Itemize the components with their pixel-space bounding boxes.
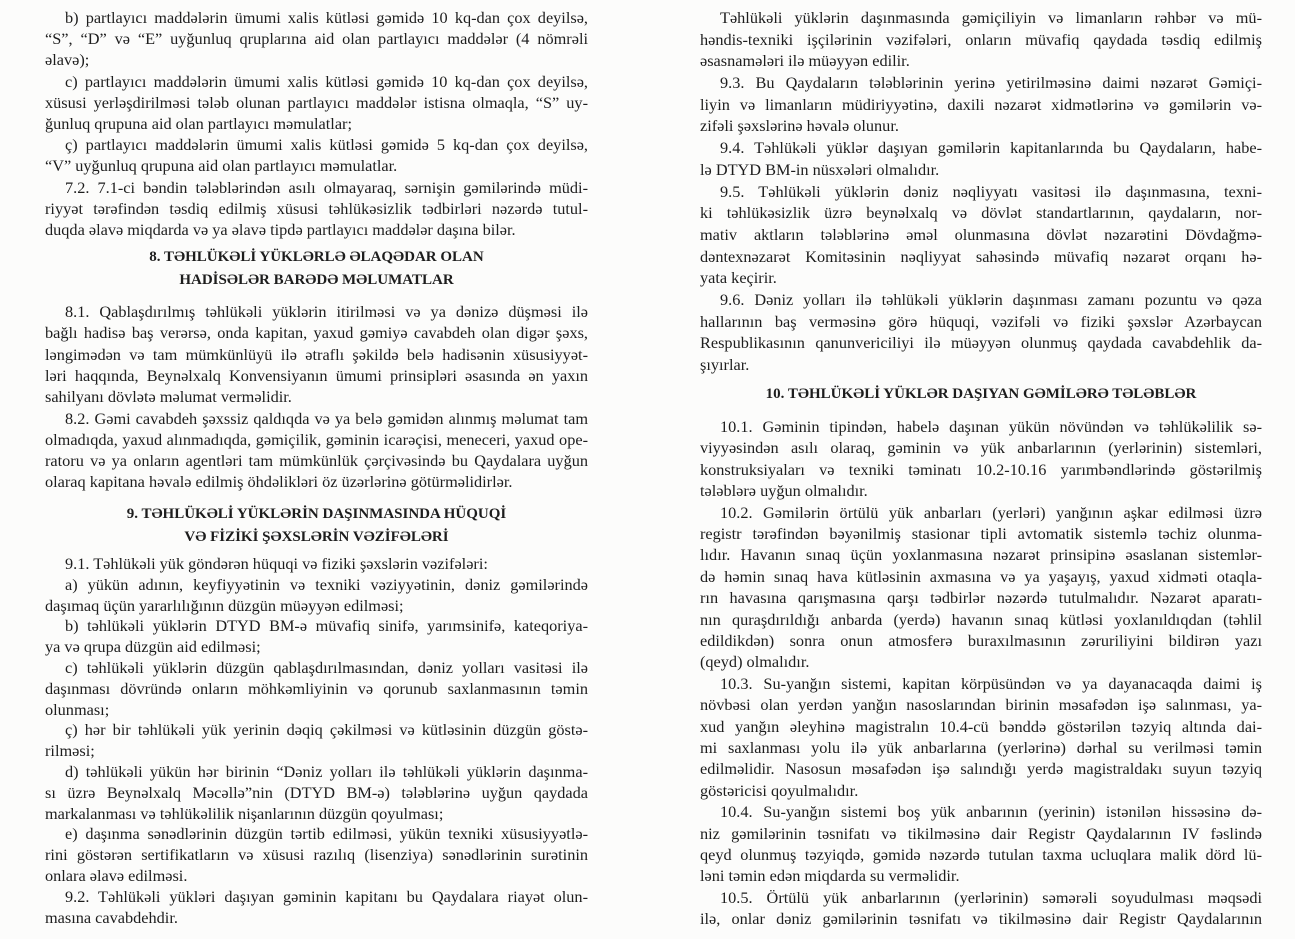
text-line: 10.5. Örtülü yük anbarlarının (yerlərinin) səmərəli soyudulması məqsədi [720,887,1262,907]
text-line: xüsusi yerləşdirilməsi tələb olunan partlayıcı maddələr istisna olmaqla, “S” uy- [45,92,588,112]
heading-line: HADİSƏLƏR BARƏDƏ MƏLUMATLAR [179,271,454,288]
text-line: daşımaq üçün yararlılığının düzgün müəyyən edilməsi; [45,595,404,615]
text-line: ləni təmin edən miqdarda su verməlidir. [700,866,960,886]
paragraph [45,177,588,241]
text-line: viyyəsindən asılı olaraq, gəminin və yük anbarlarının (yerlərinin) sistemləri, [700,438,1262,458]
text-line: xud yanğın əleyhinə magistralın 10.4-cü bənddə göstərilən təzyiq altında dai- [700,716,1262,736]
text-line: Təhlükəli yüklərin daşınmasında gəmiçiliyin və limanların rəhbər və mü- [720,8,1262,27]
paragraph [700,7,1262,72]
paragraph [700,137,1262,180]
text-line: c) təhlükəli yüklərin düzgün qablaşdırılmasından, dəniz yolları vasitəsi ilə [65,658,588,677]
text-line: b) təhlükəli yüklərin DTYD BM-ə müvafiq sinifə, yarımsinifə, kateqoriya- [65,616,588,636]
text-line: masına cavabdehdir. [45,907,178,927]
paragraph [700,673,1262,801]
text-line: edilməlidir. Nasosun məsafədən işə salındığı yerdə magistraldakı suyun təzyiq [700,759,1262,779]
text-line: riyyət tərəfindən təsdiq edilmiş xüsusi təhlükəsizlik tədbirləri nəzərdə tutul- [45,198,588,218]
text-line: b) partlayıcı maddələrin ümumi xalis kütləsi gəmidə 10 kq-dan çox deyilsə, [65,8,588,27]
text-line: rini göstərən sertifikatların və xüsusi razılıq (lisenziya) sənədlərinin surətinin [45,845,588,865]
text-line: 10.2. Gəmilərin örtülü yük anbarları (yerləri) yanğının aşkar edilməsi üzrə [720,502,1262,522]
text-line: göstəricisi qoyulmalıdır. [700,780,859,800]
paragraph [45,71,588,135]
text-line: d) təhlükəli yükün hər birinin “Dəniz yolları ilə təhlükəli yüklərin daşınma- [65,762,588,781]
paragraph [45,720,588,762]
text-line: markalanması və təhlükəlilik nişanlarının düzgün qoyulması; [45,803,444,823]
paragraph [45,762,588,824]
text-line: ç) hər bir təhlükəli yük yerinin dəqiq çəkilməsi və kütləsinin düzgün göstə- [65,720,588,740]
text-line: ratoru və ya onların agentləri tam mümkünlük çərçivəsində bu Qaydalara uyğun [45,451,588,471]
text-line: olunması; [45,699,110,719]
text-line: zifəli şəxslərinə həvalə olunur. [700,116,899,136]
paragraph [45,616,588,658]
text-line: niz gəmilərinin təsnifatı və tikilməsinə dair Registr Qaydalarının IV fəslində [700,823,1262,843]
paragraph [45,301,588,407]
text-line: edildikdən) sonra onun atmosferə buraxılmasının zəruriliyini bildirən yazı [700,630,1262,650]
paragraph [45,134,588,176]
text-line: daşınması dövründə onların möhkəmliyinin və qorunub saxlanmasının təmin [45,678,588,698]
text-line: lə DTYD BM-in nüsxələri olmalıdır. [700,159,940,179]
text-line: liyin və limanların müdiriyyətinə, daxili nəzarət xidmətlərinə və gəmilərin və- [700,94,1262,114]
text-line: onlara əlavə edilməsi. [45,865,188,885]
text-line: əlavə); [45,50,90,70]
heading-line: 8. TƏHLÜKƏLİ YÜKLƏRLƏ ƏLAQƏDAR OLAN [149,249,484,265]
left-page-column [45,0,588,939]
text-line: rın havasına qarışmasına qarşı tədbirlər nəzərdə tutulmalıdır. Nəzarət aparatı- [700,588,1262,608]
text-line: 8.1. Qablaşdırılmış təhlükəli yüklərin itirilməsi və ya dənizə düşməsi ilə [65,302,588,321]
text-line: növbəsi olan yerdən yanğın nasoslarından birinin məsafədən işə salınması, ya- [700,695,1262,715]
text-line: tələblərə uyğun olmalıdır. [700,481,868,501]
paragraph [45,408,588,493]
text-line: nın quraşdırıldığı anbarda (yerdə) havanın sınaq kütləsi yoxlanıldıqdan (təhlil [700,609,1262,629]
text-line: c) partlayıcı maddələrin ümumi xalis kütləsi gəmidə 10 kq-dan çox deyilsə, [65,71,588,91]
section-heading [45,246,588,291]
text-line: 9.3. Bu Qaydaların tələblərinin yerinə yetirilməsinə daimi nəzarət Gəmiçi- [720,73,1262,93]
paragraph [700,502,1262,673]
text-line: (qeyd) olmalıdır. [700,652,810,672]
text-line: mi saxlanması yolu ilə yük anbarlarına (yerlərinə) dərhal su verilməsi təmin [700,737,1262,757]
paragraph [45,887,588,929]
text-line: rilməsi; [45,741,95,761]
text-line: “V” uyğunluq qrupuna aid olan partlayıcı məmulatlar. [45,156,398,176]
text-line: ləri haqqında, Beynəlxalq Konvensiyanın ümumi prinsipləri əsasında ən yaxın [45,365,588,385]
text-line: də həmin sınaq hava kütləsinin axmasına və ya yaşayış, yaxud xidməti otaqla- [700,566,1262,586]
text-line: həndis-texniki işçilərinin vəzifələri, onların müvafiq qaydada təsdiq edilmiş [700,29,1262,49]
paragraph [700,416,1262,502]
text-line: ləngimədən və tam mümkünlüyü ilə ətraflı şəkildə belə hadisənin xüsusiyyət- [45,344,588,364]
text-line: 10.4. Su-yanğın sistemi boş yük anbarının (yerinin) istənilən hissəsinə də- [720,802,1262,822]
text-line: əsasnamələri ilə müəyyən edilir. [700,51,910,71]
text-line: 9.4. Təhlükəli yüklər daşıyan gəmilərin kapitanlarında bu Qaydaların, habe- [720,138,1262,158]
text-line: a) yükün adının, keyfiyyətinin və texniki vəziyyətinin, dəniz gəmilərində [65,574,588,594]
text-line: ğunluq qrupuna aid olan partlayıcı məmulatlar; [45,113,352,133]
section-heading [45,503,588,548]
text-line: bağlı hadisə baş verərsə, onda kapitan, yaxud gəmiyə cavabdeh olan digər şəxs, [45,323,588,343]
text-line: sahilyanı dövlətə məlumat verməlidir. [45,387,292,407]
text-line: olaraq kapitana həvalə edilmiş öhdəlikləri öz üzərlərinə götürməlidirlər. [45,472,513,492]
text-line: şıyırlar. [700,355,750,375]
text-line: dəntexnəzarət Komitəsinin nəqliyyat sahəsində müvafiq nəzarət orqanı hə- [700,246,1262,266]
text-line: 8.2. Gəmi cavabdeh şəxssiz qaldıqda və ya belə gəmidən alınmış məlumat tam [65,408,588,428]
text-line: 10.3. Su-yanğın sistemi, kapitan körpüsündən və ya dayanacaqda daimi iş [720,673,1262,693]
paragraph [45,554,588,575]
text-line: 9.2. Təhlükəli yükləri daşıyan gəminin kapitanı bu Qaydalara riayət olun- [65,886,588,906]
text-line: sı üzrə Beynəlxalq Məcəllə”nin (DTYD BM-ə) tələblərinə uyğun qaydada [45,782,588,802]
heading-line: VƏ FİZİKİ ŞƏXSLƏRİN VƏZİFƏLƏRİ [184,528,449,545]
right-page-column [700,0,1262,939]
paragraph [700,72,1262,137]
text-line: yata keçirir. [700,268,777,288]
section-heading [700,383,1262,406]
paragraph [700,181,1262,289]
text-line: “S”, “D” və “E” uyğunluq qruplarına aid olan partlayıcı maddələr (4 nömrəli [45,29,588,49]
heading-line: 9. TƏHLÜKƏLİ YÜKLƏRİN DAŞINMASINDA HÜQUQİ [126,506,507,522]
text-line: 9.1. Təhlükəli yük göndərən hüquqi və fiziki şəxslərin vəzifələri: [65,554,488,573]
paragraph [700,887,1262,930]
text-line: ya və qrupa düzgün aid edilməsi; [45,637,261,657]
text-line: qeyd olunmuş təzyiqdə, gəmidə nəzərdə tutulan taxma ucluqlara malik dörd lü- [700,844,1262,864]
paragraph [45,658,588,720]
text-line: 10.1. Gəminin tipindən, habelə daşınan yükün növündən və təhlükəlilik sə- [720,417,1262,436]
heading-line: 10. TƏHLÜKƏLİ YÜKLƏR DAŞIYAN GƏMİLƏRƏ TƏLƏBLƏR [765,386,1197,402]
text-line: 9.6. Dəniz yolları ilə təhlükəli yüklərin daşınması zamanı pozuntu və qəza [720,290,1262,310]
text-line: registr tərəfindən bəyənilmiş stasionar tipli avtomatik sistemlə təchiz olunma- [700,523,1262,543]
text-line: ilə, onlar dəniz gəmilərinin təsnifatı və tikilməsinə dair Registr Qaydalarının [700,909,1262,929]
paragraph [45,7,588,71]
paragraph [700,289,1262,376]
text-line: ki təhlükəsizlik üzrə beynəlxalq və dövlət standartlarının, qaydaların, nor- [700,203,1262,223]
text-line: konstruksiyaları və texniki təminatı 10.2-10.16 yarımbəndlərində göstərilmiş [700,459,1262,479]
text-line: lıdır. Havanın sınaq üçün yoxlanmasına nəzarət prinsipinə əsaslanan sistemlər- [700,545,1262,565]
text-line: mativ aktların tələblərinə əməl olunmasına dövlət nəzarətini Dövdağmə- [700,224,1262,244]
paragraph [45,575,588,617]
text-line: ç) partlayıcı maddələrin ümumi xalis kütləsi gəmidə 5 kq-dan çox deyilsə, [65,135,588,155]
text-line: e) daşınma sənədlərinin düzgün tərtib edilməsi, yükün texniki xüsusiyyətlə- [65,824,588,844]
text-line: olmadıqda, yaxud alınmadıqda, gəmiçilik, gəminin icarəçisi, meneceri, yaxud ope- [45,429,588,449]
paragraph [700,801,1262,887]
text-line: duqda əlavə miqdarda və ya əlavə tipdə partlayıcı maddələr daşına bilər. [45,219,516,239]
text-line: 9.5. Təhlükəli yüklərin dəniz nəqliyyatı vasitəsi ilə daşınmasına, texni- [720,181,1262,201]
text-line: hallarının baş verməsinə görə hüquqi, vəzifəli və fiziki şəxslər Azərbaycan [700,311,1262,331]
text-line: 7.2. 7.1-ci bəndin tələblərindən asılı olmayaraq, sərnişin gəmilərində müdi- [65,177,588,197]
paragraph [45,824,588,886]
text-line: Respublikasının qanunvericiliyi ilə müəyyən olunmuş qaydada cavabdehlik da- [700,333,1262,353]
